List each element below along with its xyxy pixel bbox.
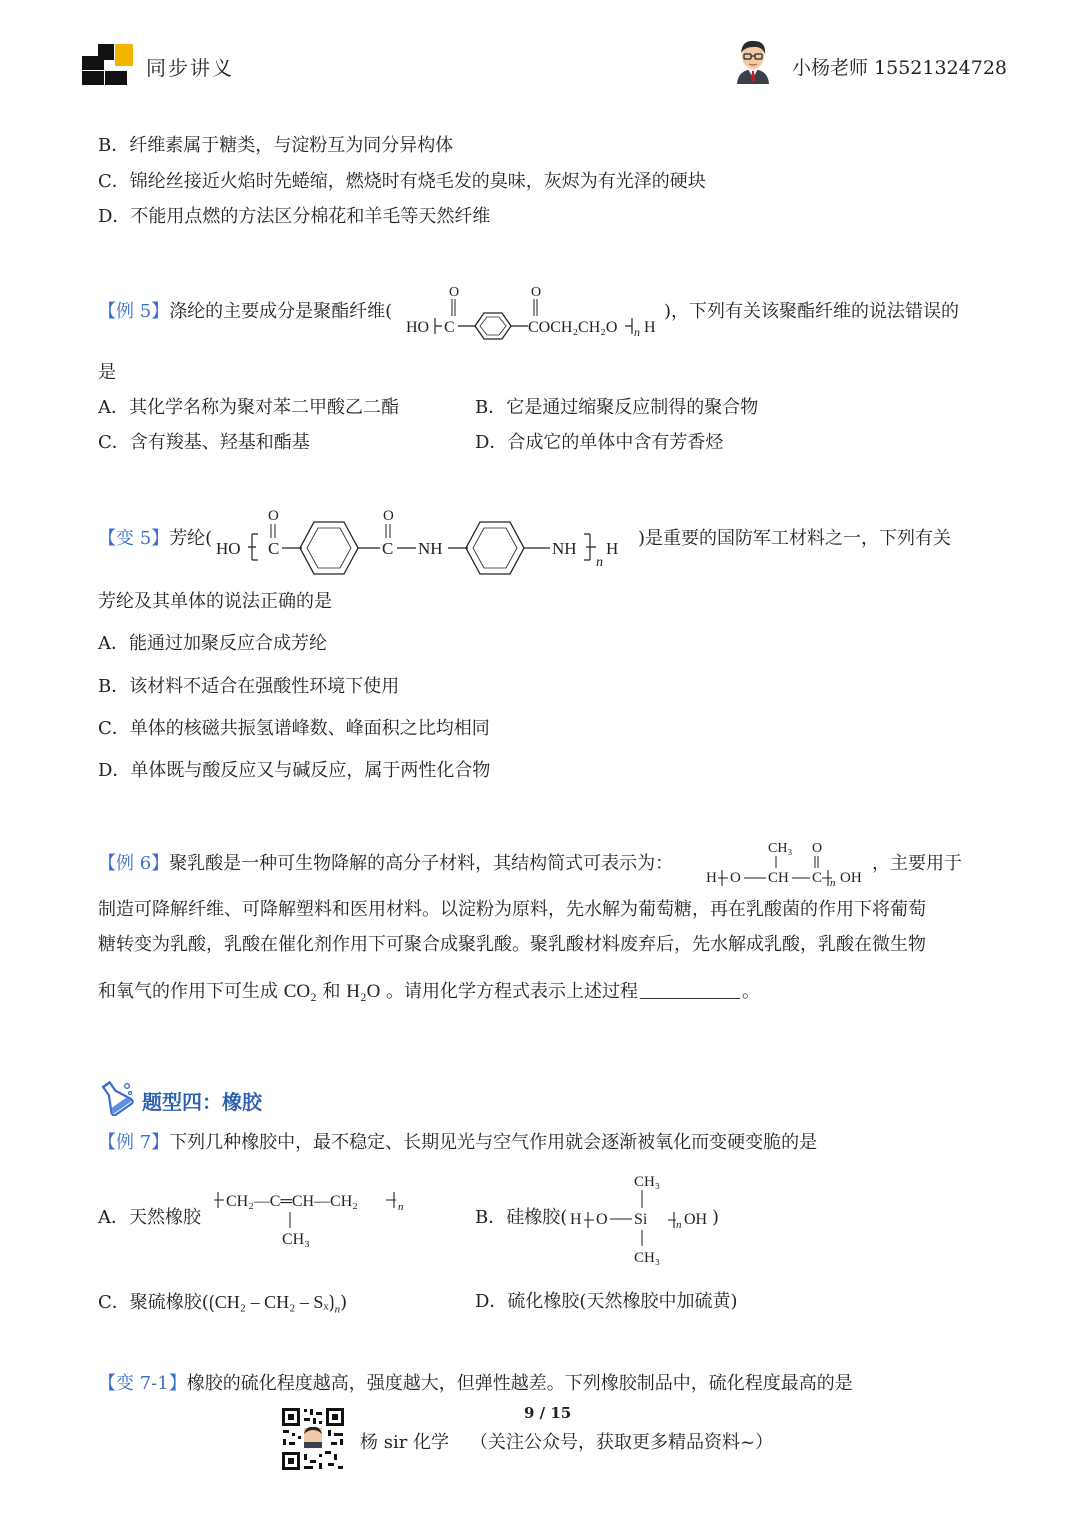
teacher-avatar — [732, 38, 774, 84]
header-logo — [80, 42, 136, 86]
ex5-option-b: B．它是通过缩聚反应制得的聚合物 — [475, 397, 759, 418]
ex5-f-ho: HO — [406, 319, 430, 336]
ex6-line1-a: 聚乳酸是一种可生物降解的高分子材料，其结构简式可表示为： — [169, 853, 674, 874]
var5-f-c2: C — [382, 539, 394, 558]
section4-title: 题型四：橡胶 — [142, 1090, 262, 1114]
logo-icon — [80, 42, 136, 86]
ex7-fa-n: n — [398, 1201, 404, 1213]
ex5-option-a: A．其化学名称为聚对苯二甲酸乙二酯 — [98, 397, 399, 418]
ex6-f-o: O — [730, 870, 741, 886]
ex7-fa-main: CH₂—C═CH—CH₂ — [226, 1193, 358, 1210]
ex6-f-h: H — [706, 870, 717, 886]
ex7-option-c: C．聚硫橡胶( — [98, 1292, 209, 1313]
ex6-f-ch3: CH₃ — [768, 841, 793, 856]
ex6-line3: 糖转变为乳酸，乳酸在催化剂作用下可聚合成聚乳酸。聚乳酸材料废弃后，先水解成乳酸，乳酸在微生物 — [98, 934, 926, 955]
var5-option-a: A．能通过加聚反应合成芳纶 — [98, 633, 327, 654]
ex7-formula-c: ⟮CH₂ – $CH_2 - S_x⟯_n$ — [208, 1292, 341, 1316]
var5-f-n: n — [596, 555, 603, 570]
ex7-fc-n: n — [334, 1303, 341, 1316]
ex7-fb-ch3-top: CH₃ — [634, 1174, 661, 1190]
ex7-option-c-wrap — [98, 1290, 347, 1317]
ex6-line4-end: 。 — [742, 981, 761, 1002]
ex6-h2o: H₂O — [346, 981, 381, 1002]
prev-option-c: C．锦纶丝接近火焰时先蜷缩，燃烧时有烧毛发的臭味，灰烬为有光泽的硬块 — [98, 171, 706, 192]
header-title: 同步讲义 — [146, 56, 234, 80]
var5-f-o1: O — [268, 508, 279, 524]
footer-note: （关注公众号，获取更多精品资料~） — [470, 1432, 774, 1453]
ex7-fb-h: H — [570, 1211, 582, 1228]
var5-stem-line1 — [98, 527, 212, 551]
ex7-fb-si: Si — [634, 1211, 648, 1228]
section4-icon-wrap — [96, 1078, 134, 1116]
ex5-f-o1: O — [449, 285, 460, 300]
var71-stem — [98, 1372, 853, 1396]
ex7-fb-n: n — [676, 1219, 682, 1231]
prev-option-d: D．不能用点燃的方法区分棉花和羊毛等天然纤维 — [98, 206, 491, 227]
ex6-co2: CO₂ — [283, 981, 317, 1002]
footer-brand: 杨 sir 化学 — [360, 1432, 450, 1453]
var5-formula — [212, 500, 638, 576]
var5-option-b: B．该材料不适合在强酸性环境下使用 — [98, 676, 400, 697]
var5-stem-c: 芳纶及其单体的说法正确的是 — [98, 591, 332, 612]
teacher-contact: 小杨老师 15521324728 — [792, 57, 1008, 79]
var5-f-nh1: NH — [418, 539, 443, 558]
var71-stem-text: 橡胶的硫化程度越高，强度越大，但弹性越差。下列橡胶制品中，硫化程度最高的是 — [186, 1373, 853, 1394]
qr-code-icon — [280, 1406, 346, 1472]
ex6-f-ch: CH — [768, 870, 789, 886]
ex7-fb-o: O — [596, 1211, 608, 1228]
ex6-tag: 【例 6】 — [98, 853, 170, 874]
var5-option-d: D．单体既与酸反应又与碱反应，属于两性化合物 — [98, 760, 491, 781]
page-number: 9 / 15 — [524, 1404, 572, 1422]
ex5-option-d: D．合成它的单体中含有芳香烃 — [475, 432, 724, 453]
ex5-f-h: H — [644, 319, 656, 336]
ex6-line1-b: ，主要用于 — [872, 853, 962, 874]
ex5-f-o2: O — [531, 285, 542, 300]
var5-stem-a: 芳纶( — [169, 528, 213, 549]
ex5-f-ester: COCH₂CH₂O — [528, 319, 618, 336]
var71-tag: 【变 7-1】 — [98, 1373, 187, 1394]
flask-icon — [96, 1078, 134, 1116]
ex7-formula-a — [208, 1180, 418, 1252]
ex6-line4-a: 和氧气的作用下可生成 — [98, 981, 278, 1002]
ex7-formula-b — [568, 1166, 728, 1270]
ex7-option-b: B．硅橡胶( — [475, 1207, 568, 1228]
var5-tag: 【变 5】 — [98, 528, 170, 549]
ex7-fa-ch3: CH₃ — [282, 1231, 310, 1248]
ex7-tag: 【例 7】 — [98, 1132, 170, 1153]
ex6-f-oh: OH — [840, 870, 862, 886]
var5-f-h: H — [606, 539, 619, 558]
ex5-option-c: C．含有羧基、羟基和酯基 — [98, 432, 310, 453]
ex6-line2: 制造可降解纤维、可降解塑料和医用材料。以淀粉为原料，先水解为葡萄糖，再在乳酸菌的作用下将葡萄 — [98, 899, 926, 920]
var5-option-c: C．单体的核磁共振氢谱峰数、峰面积之比均相同 — [98, 718, 490, 739]
ex7-option-a: A．天然橡胶 — [98, 1207, 201, 1228]
var5-f-c1: C — [268, 539, 280, 558]
ex6-formula — [704, 834, 874, 890]
prev-option-b: B．纤维素属于糖类，与淀粉互为同分异构体 — [98, 135, 454, 156]
var5-f-o2: O — [383, 508, 394, 524]
ex6-line1 — [98, 852, 673, 876]
ex6-f-o1: O — [812, 841, 823, 856]
ex7-option-d: D．硫化橡胶(天然橡胶中加硫黄) — [475, 1291, 738, 1312]
ex6-line4 — [98, 979, 760, 1005]
ex5-f-n: n — [634, 325, 640, 339]
var5-f-nh2: NH — [552, 539, 577, 558]
ex6-f-c: C — [812, 870, 823, 886]
ex6-and: 和 — [322, 981, 341, 1002]
ex5-stem-b: )，下列有关该聚酯纤维的说法错误的 — [664, 301, 960, 322]
var5-f-ho: HO — [216, 539, 241, 558]
ex6-f-n: n — [830, 877, 836, 889]
ex7-stem — [98, 1131, 817, 1155]
ex7-option-b-end: ) — [712, 1207, 720, 1228]
ex5-stem-c: 是 — [98, 362, 116, 383]
avatar-icon — [732, 38, 774, 84]
ex5-formula — [402, 278, 672, 346]
var5-stem-b: )是重要的国防军工材料之一，下列有关 — [638, 528, 952, 549]
ex7-fb-ch3-bottom: CH₃ — [634, 1250, 661, 1266]
ex7-option-c-end: ) — [340, 1292, 348, 1313]
qr-code — [280, 1406, 346, 1472]
ex5-tag: 【例 5】 — [98, 301, 170, 322]
ex7-fc-main: CH₂ – CH₂ – Sₓ — [214, 1292, 329, 1312]
ex6-line4-b: 。请用化学方程式表示上述过程 — [386, 981, 639, 1002]
ex7-fb-oh: OH — [684, 1211, 708, 1228]
ex7-stem-text: 下列几种橡胶中，最不稳定、长期见光与空气作用就会逐渐被氧化而变硬变脆的是 — [169, 1132, 818, 1153]
ex6-answer-blank[interactable] — [640, 982, 740, 999]
ex5-stem-a: 涤纶的主要成分是聚酯纤维( — [169, 301, 393, 322]
ex5-f-c: C — [444, 319, 455, 336]
ex5-stem-line1 — [98, 300, 392, 324]
